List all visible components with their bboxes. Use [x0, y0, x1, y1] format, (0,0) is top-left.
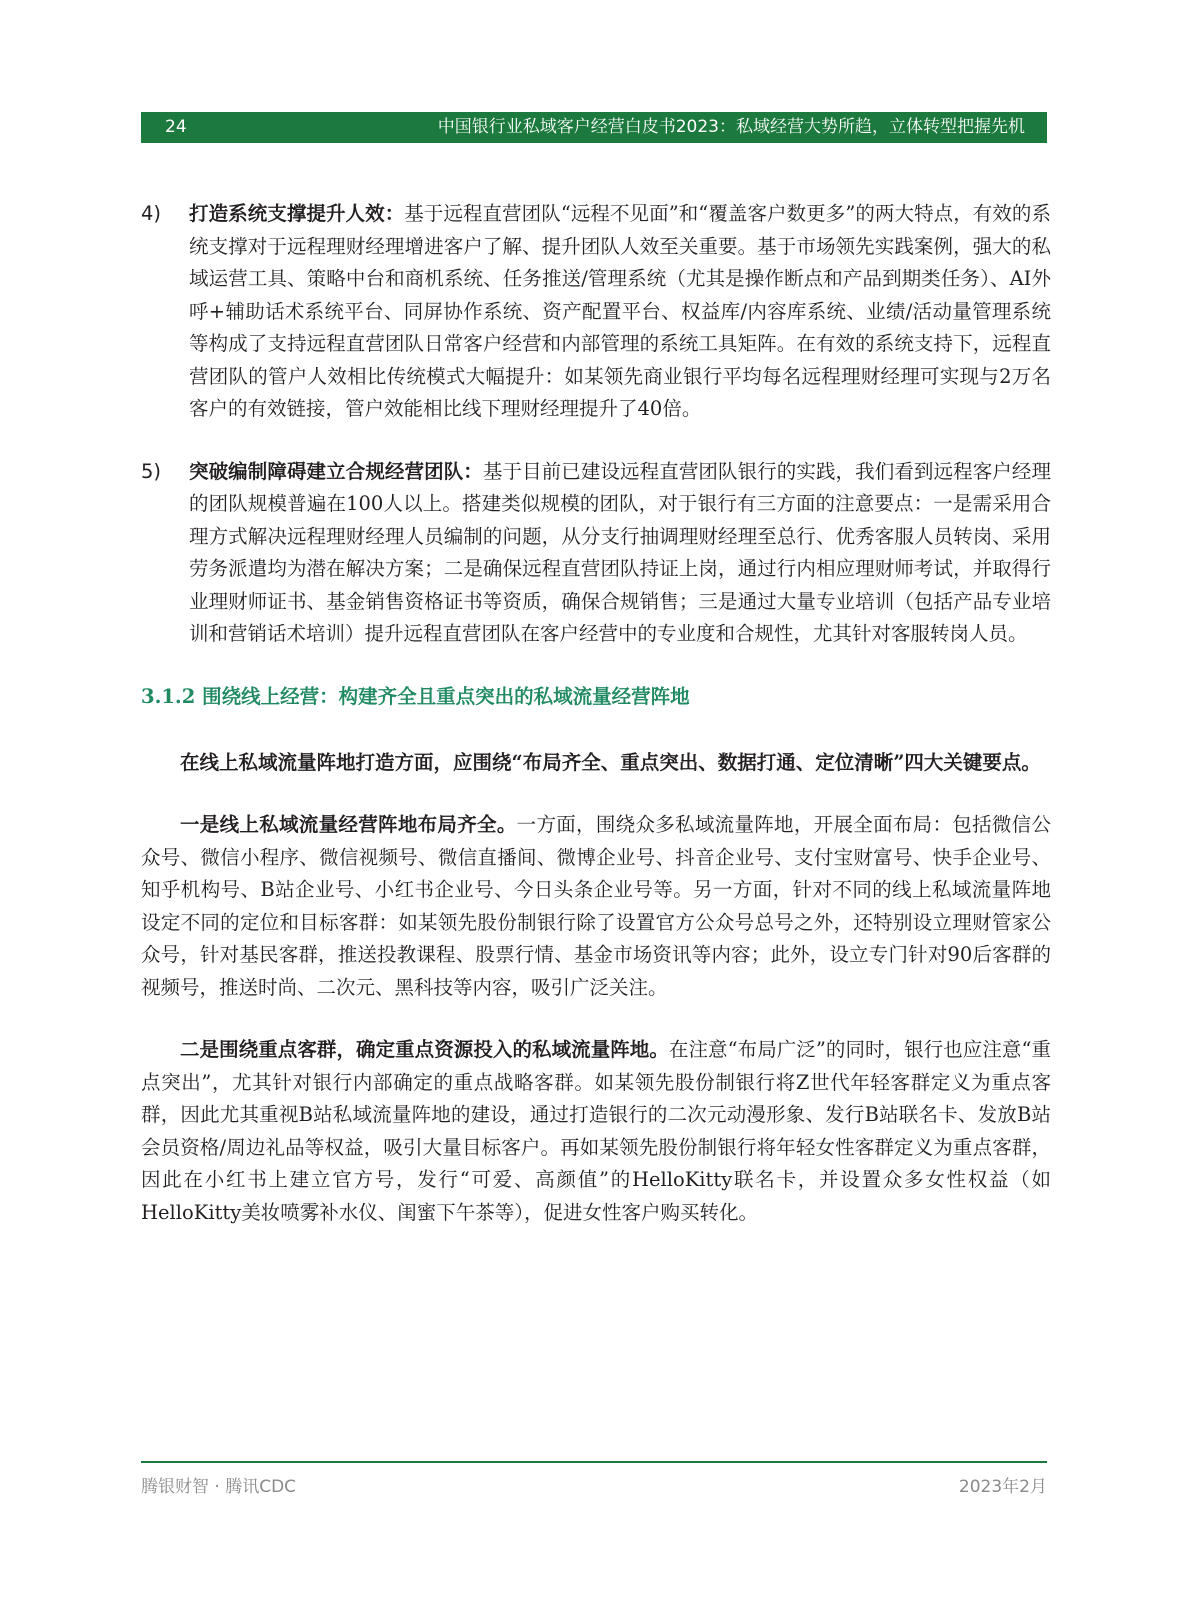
list-item-number: 4) [141, 202, 162, 225]
page-content [141, 198, 1051, 1259]
footer-date: 2023年2月 [958, 1477, 1047, 1497]
header-bar [141, 112, 1047, 143]
page-number: 24 [165, 117, 187, 137]
paragraph-text: 一方面，围绕众多私域流量阵地，开展全面布局：包括微信公众号、微信小程序、微信视频号、微信直播间、微博企业号、抖音企业号、支付宝财富号、快手企业号、知乎机构号、B站企业号、小红书企业号、今日头条企业号等。另一方面，针对不同的线上私域流量阵地设定不同的定位和目标客群：如某领先股份制银行除了设置官方公众号总号之外，还特别设立理财管家公众号，针对基民客群，推送投教课程、股票行情、基金市场资讯等内容；此外，设立专门针对90后客群的视频号，推送时尚、二次元、黑科技等内容，吸引广泛关注。 [141, 813, 1051, 999]
paragraph-bold-lead: 二是围绕重点客群，确定重点资源投入的私域流量阵地。 [180, 1038, 669, 1061]
intro-paragraph: 在线上私域流量阵地打造方面，应围绕“布局齐全、重点突出、数据打通、定位清晰”四大关键要点。 [180, 750, 1041, 774]
body-paragraph [141, 809, 1051, 1004]
list-item [141, 456, 1051, 651]
footer-publisher: 腾银财智 · 腾讯CDC [141, 1477, 297, 1497]
list-item-text: 基于目前已建设远程直营团队银行的实践，我们看到远程客户经理的团队规模普遍在100人以上。搭建类似规模的团队，对于银行有三方面的注意要点：一是需采用合理方式解决远程理财经理人员编制的问题，从分支行抽调理财经理至总行、优秀客服人员转岗、采用劳务派遣均为潜在解决方案；二是确保远程直营团队持证上岗，通过行内相应理财师考试，并取得行业理财师证书、基金销售资格证书等资质，确保合规销售；三是通过大量专业培训（包括产品专业培训和营销话术培训）提升远程直营团队在客户经营中的专业度和合规性，尤其针对客服转岗人员。 [189, 459, 1051, 645]
document-title: 中国银行业私域客户经营白皮书2023：私域经营大势所趋，立体转型把握先机 [437, 117, 1025, 137]
list-item [141, 198, 1051, 426]
list-item-number: 5) [141, 459, 162, 483]
section-heading: 3.1.2 围绕线上经营：构建齐全且重点突出的私域流量经营阵地 [141, 684, 690, 708]
paragraph-bold-lead: 一是线上私域流量经营阵地布局齐全。 [180, 813, 517, 836]
paragraph-text: 在注意“布局广泛”的同时，银行也应注意“重点突出”，尤其针对银行内部确定的重点战略客群。如某领先股份制银行将Z世代年轻客群定义为重点客群，因此尤其重视B站私域流量阵地的建设，通过打造银行的二次元动漫形象、发行B站联名卡、发放B站会员资格/周边礼品等权益，吸引大量目标客户。再如某领先股份制银行将年轻女性客群定义为重点客群，因此在小红书上建立官方号，发行“可爱、高颜值”的HelloKitty联名卡，并设置众多女性权益（如HelloKitty美妆喷雾补水仪、闺蜜下午茶等），促进女性客户购买转化。 [141, 1038, 1051, 1224]
list-item-bold-lead: 打造系统支撑提升人效： [189, 202, 405, 225]
footer-divider [141, 1461, 1047, 1463]
body-paragraph [141, 1034, 1051, 1229]
list-item-text: 基于远程直营团队“远程不见面”和“覆盖客户数更多”的两大特点，有效的系统支撑对于远程理财经理增进客户了解、提升团队人效至关重要。基于市场领先实践案例，强大的私域运营工具、策略中台和商机系统、任务推送/管理系统（尤其是操作断点和产品到期类任务）、AI外呼+辅助话术系统平台、同屏协作系统、资产配置平台、权益库/内容库系统、业绩/活动量管理系统等构成了支持远程直营团队日常客户经营和内部管理的系统工具矩阵。在有效的系统支持下，远程直营团队的管户人效相比传统模式大幅提升：如某领先商业银行平均每名远程理财经理可实现与2万名客户的有效链接，管户效能相比线下理财经理提升了40倍。 [189, 202, 1051, 420]
list-item-bold-lead: 突破编制障碍建立合规经营团队： [189, 459, 483, 483]
